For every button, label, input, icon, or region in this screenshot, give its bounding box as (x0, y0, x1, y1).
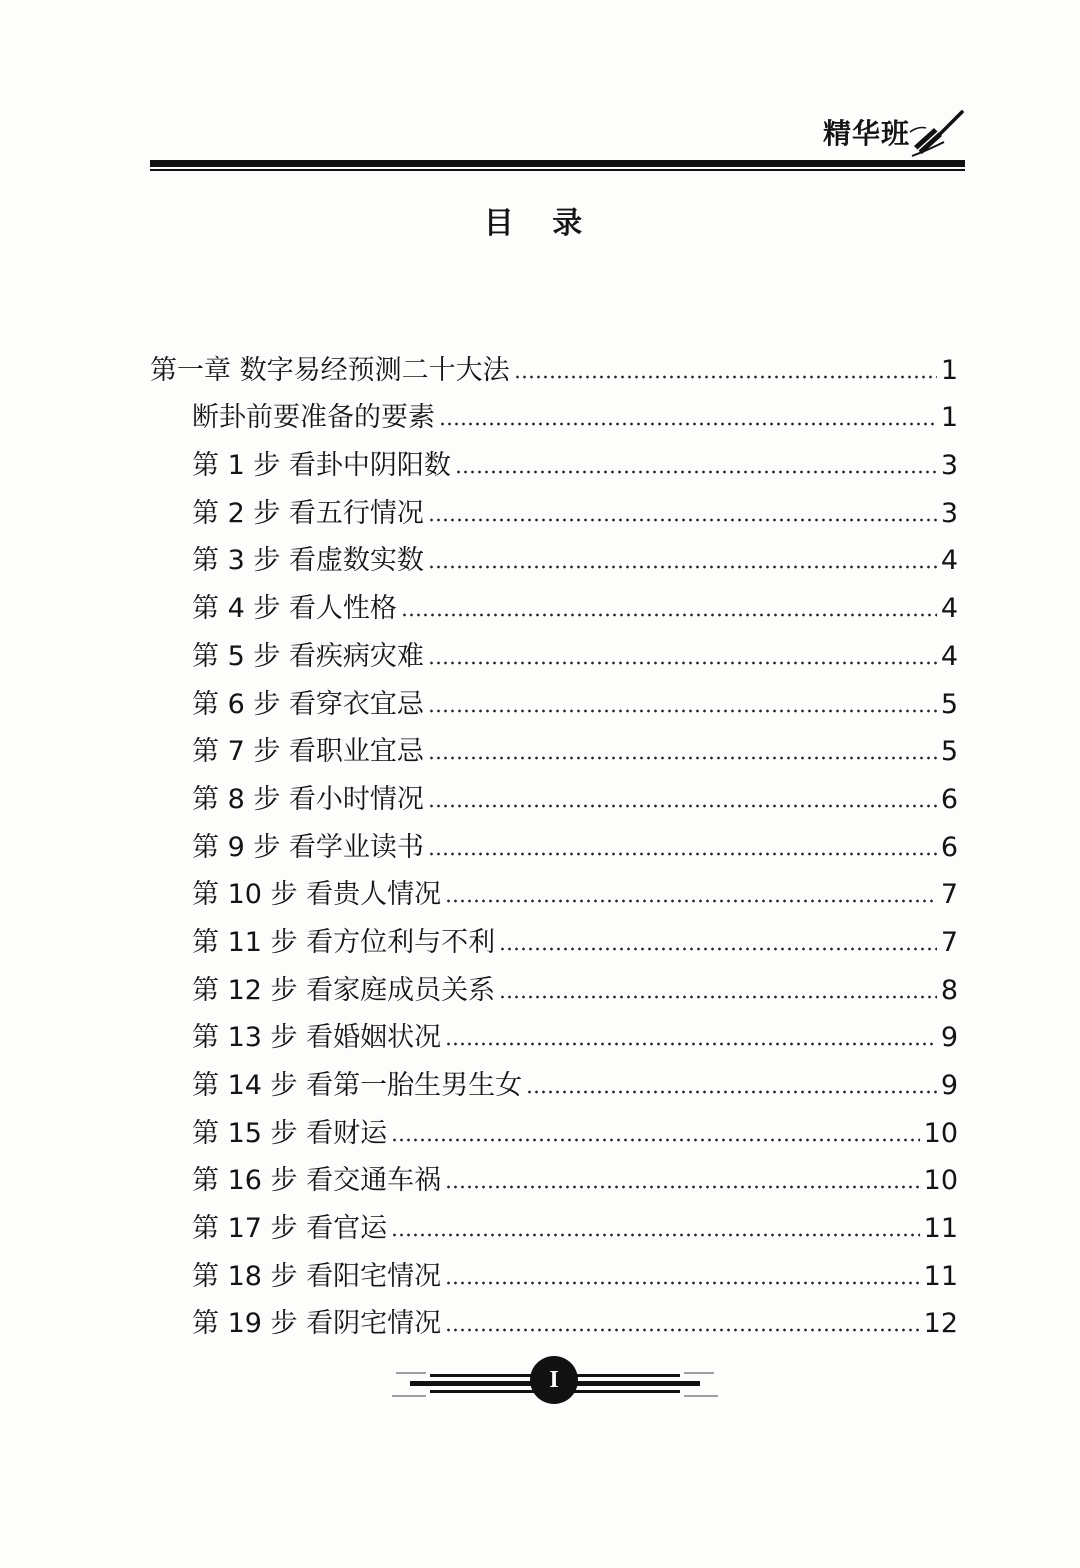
toc-entry (150, 865, 958, 913)
toc-entry-title: 第 4 步 看人性格 (192, 593, 397, 625)
toc-page-number: 7 (940, 926, 958, 958)
dot-leader (499, 994, 937, 1000)
toc-page-number: 1 (940, 402, 958, 434)
dot-leader (401, 612, 937, 618)
dot-leader (391, 1232, 920, 1238)
toc-entry (150, 578, 958, 626)
header-rule-thin (150, 169, 965, 171)
toc-entry (150, 1198, 958, 1246)
dot-leader (428, 708, 937, 714)
toc-entry (150, 388, 958, 436)
dot-leader (445, 1280, 920, 1286)
toc-entry-title: 第一章 数字易经预测二十大法 (150, 354, 510, 386)
toc-entry (150, 674, 958, 722)
toc-entry (150, 1055, 958, 1103)
toc-page-number: 1 (940, 354, 958, 386)
toc-entry-title: 第 13 步 看婚姻状况 (192, 1022, 442, 1054)
toc-page-number: 9 (940, 1070, 958, 1101)
toc-page-number: 11 (923, 1260, 958, 1292)
toc-page-number: 5 (940, 736, 958, 768)
toc-entry-title: 第 10 步 看贵人情况 (192, 879, 442, 911)
header-rule (150, 160, 965, 167)
page-number-badge: I (530, 1356, 578, 1404)
toc-entry-title: 第 7 步 看职业宜忌 (192, 736, 424, 768)
toc-entry (150, 722, 958, 770)
toc-entry (150, 1294, 958, 1342)
toc-entry-title: 第 3 步 看虚数实数 (192, 545, 424, 577)
dot-leader (439, 421, 937, 427)
toc-page-number: 4 (940, 593, 958, 625)
toc-page-number: 9 (940, 1022, 958, 1054)
dot-leader (445, 1041, 937, 1047)
pen-writing-icon (908, 106, 966, 160)
toc-entry-title: 第 17 步 看官运 (192, 1213, 388, 1245)
toc-entry (150, 1008, 958, 1056)
toc-page-number: 5 (940, 688, 958, 720)
toc-entry-title: 第 8 步 看小时情况 (192, 783, 424, 815)
toc-entry (150, 1103, 958, 1151)
toc-page-number: 3 (940, 497, 958, 529)
dot-leader (526, 1089, 937, 1095)
dot-leader (445, 1184, 920, 1190)
toc-entry (150, 960, 958, 1008)
dot-leader (445, 1327, 920, 1333)
toc-entry (150, 483, 958, 531)
toc-page-number: 12 (923, 1308, 958, 1340)
toc-page-number: 6 (940, 783, 958, 815)
dot-leader (445, 898, 937, 904)
dot-leader (428, 517, 937, 523)
toc-entry-title: 第 15 步 看财运 (192, 1117, 388, 1149)
toc-page-number: 7 (940, 879, 958, 911)
dot-leader (514, 374, 937, 380)
toc-page-number: 10 (923, 1117, 958, 1149)
toc-page-number: 10 (923, 1165, 958, 1197)
page-title: 目 录 (483, 206, 597, 241)
dot-leader (428, 803, 937, 809)
toc-page-number: 6 (940, 831, 958, 863)
header-label: 精华班 (822, 117, 910, 150)
toc-entry (150, 531, 958, 579)
toc-page-number: 11 (923, 1213, 958, 1245)
toc-page-number: 4 (940, 640, 958, 672)
toc-page-number: 3 (940, 450, 958, 482)
toc-entry-title: 第 2 步 看五行情况 (192, 497, 424, 529)
toc-entry (150, 1246, 958, 1294)
toc-entry-title: 第 12 步 看家庭成员关系 (192, 974, 496, 1006)
toc-entry-title: 第 18 步 看阳宅情况 (192, 1260, 442, 1292)
dot-leader (428, 755, 937, 761)
toc-entry (150, 435, 958, 483)
toc-chapter-entry (150, 340, 958, 388)
toc-entry-title: 断卦前要准备的要素 (192, 402, 435, 434)
dot-leader (428, 660, 937, 666)
toc-entry-title: 第 6 步 看穿衣宜忌 (192, 688, 424, 720)
toc-entry (150, 1151, 958, 1199)
table-of-contents (150, 340, 958, 1341)
dot-leader (455, 469, 937, 475)
toc-entry-title: 第 14 步 看第一胎生男生女 (192, 1070, 523, 1101)
toc-entry-title: 第 9 步 看学业读书 (192, 831, 424, 863)
toc-entry-title: 第 11 步 看方位利与不利 (192, 926, 496, 958)
toc-page-number: 4 (940, 545, 958, 577)
dot-leader (391, 1137, 920, 1143)
toc-entry (150, 626, 958, 674)
dot-leader (428, 564, 937, 570)
toc-entry (150, 817, 958, 865)
toc-entry-title: 第 19 步 看阴宅情况 (192, 1308, 442, 1340)
dot-leader (499, 946, 937, 952)
toc-entry (150, 769, 958, 817)
dot-leader (428, 851, 937, 857)
toc-entry-title: 第 5 步 看疾病灾难 (192, 640, 424, 672)
toc-entry-title: 第 1 步 看卦中阴阳数 (192, 450, 451, 482)
toc-page-number: 8 (940, 974, 958, 1006)
toc-entry (150, 912, 958, 960)
toc-entry-title: 第 16 步 看交通车祸 (192, 1165, 442, 1197)
